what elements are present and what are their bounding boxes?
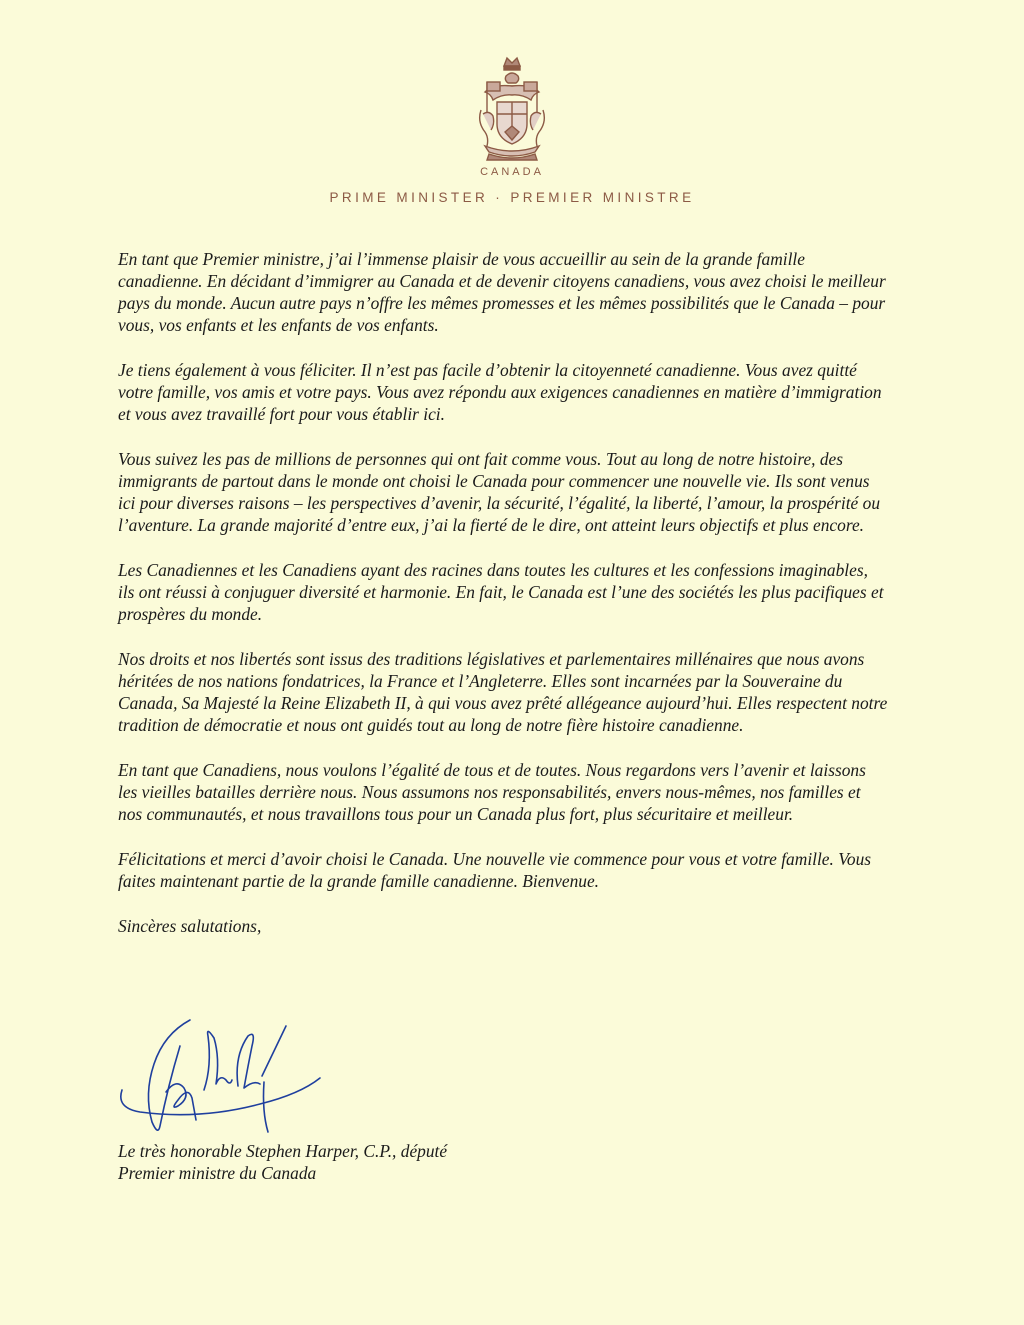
closing-salutation: Sincères salutations,	[118, 916, 262, 936]
letter-paragraph: Vous suivez les pas de millions de personnes qui ont fait comme vous. Tout au long de notre histoire, des immigrants de partout dans le monde ont choisi le Canada pour commencer une nouvelle vie. Ils sont venus ici pour diverses raisons – les perspectives d’avenir, la sécurité, l’égalité, la liberté, l’amour, la prospérité ou l’aventure. La grande majorité d’entre eux, j’ai la fierté de le dire, ont atteint leurs objectifs et plus encore.	[118, 449, 881, 535]
office-title: PRIME MINISTER · PREMIER MINISTRE	[329, 190, 695, 205]
signer-title: Premier ministre du Canada	[118, 1163, 317, 1183]
letter-paragraph: Je tiens également à vous féliciter. Il n’est pas facile d’obtenir la citoyenneté canadienne. Vous avez quitté votre famille, vos amis et votre pays. Vous avez répondu aux exigences canadiennes en matière d’immigration et vous avez travaillé fort pour vous établir ici.	[118, 360, 882, 424]
letter-paragraph: En tant que Premier ministre, j’ai l’immense plaisir de vous accueillir au sein de la grande famille canadienne. En décidant d’immigrer au Canada et de devenir citoyens canadiens, vous avez choisi le meilleur pays du monde. Aucun autre pays n’offre les mêmes promesses et les mêmes possibilités que le Canada – pour vous, vos enfants et les enfants de vos enfants.	[118, 249, 886, 335]
letter-body	[118, 248, 888, 960]
country-label: CANADA	[480, 166, 544, 178]
handwritten-signature-icon	[112, 1012, 327, 1142]
letter-paragraph: Félicitations et merci d’avoir choisi le Canada. Une nouvelle vie commence pour vous et votre famille. Vous faites maintenant partie de la grande famille canadienne. Bienvenue.	[118, 849, 872, 891]
letter-paragraph: Nos droits et nos libertés sont issus des traditions législatives et parlementaires millénaires que nous avons héritées de nos nations fondatrices, la France et l’Angleterre. Elles sont incarnées par la Souveraine du Canada, Sa Majesté la Reine Elizabeth II, à qui vous avez prêté allégeance aujourd’hui. Elles respectent notre tradition de démocratie et nous ont guidés tout au long de notre fière histoire canadienne.	[118, 649, 888, 735]
letter-paragraph: Les Canadiennes et les Canadiens ayant des racines dans toutes les cultures et les confessions imaginables, ils ont réussi à conjuguer diversité et harmonie. En fait, le Canada est l’une des sociétés les plus pacifiques et prospères du monde.	[118, 560, 884, 624]
canada-coat-of-arms-icon	[471, 52, 553, 164]
signer-name: Le très honorable Stephen Harper, C.P., député	[118, 1141, 448, 1161]
letter-paragraph: En tant que Canadiens, nous voulons l’égalité de tous et de toutes. Nous regardons vers l’avenir et laissons les vieilles batailles derrière nous. Nous assumons nos responsabilités, envers nous-mêmes, nos familles et nos communautés, et nous travaillons tous pour un Canada plus fort, plus sécuritaire et meilleur.	[118, 760, 866, 824]
signature-block	[118, 1140, 447, 1184]
letterhead	[0, 52, 1024, 205]
